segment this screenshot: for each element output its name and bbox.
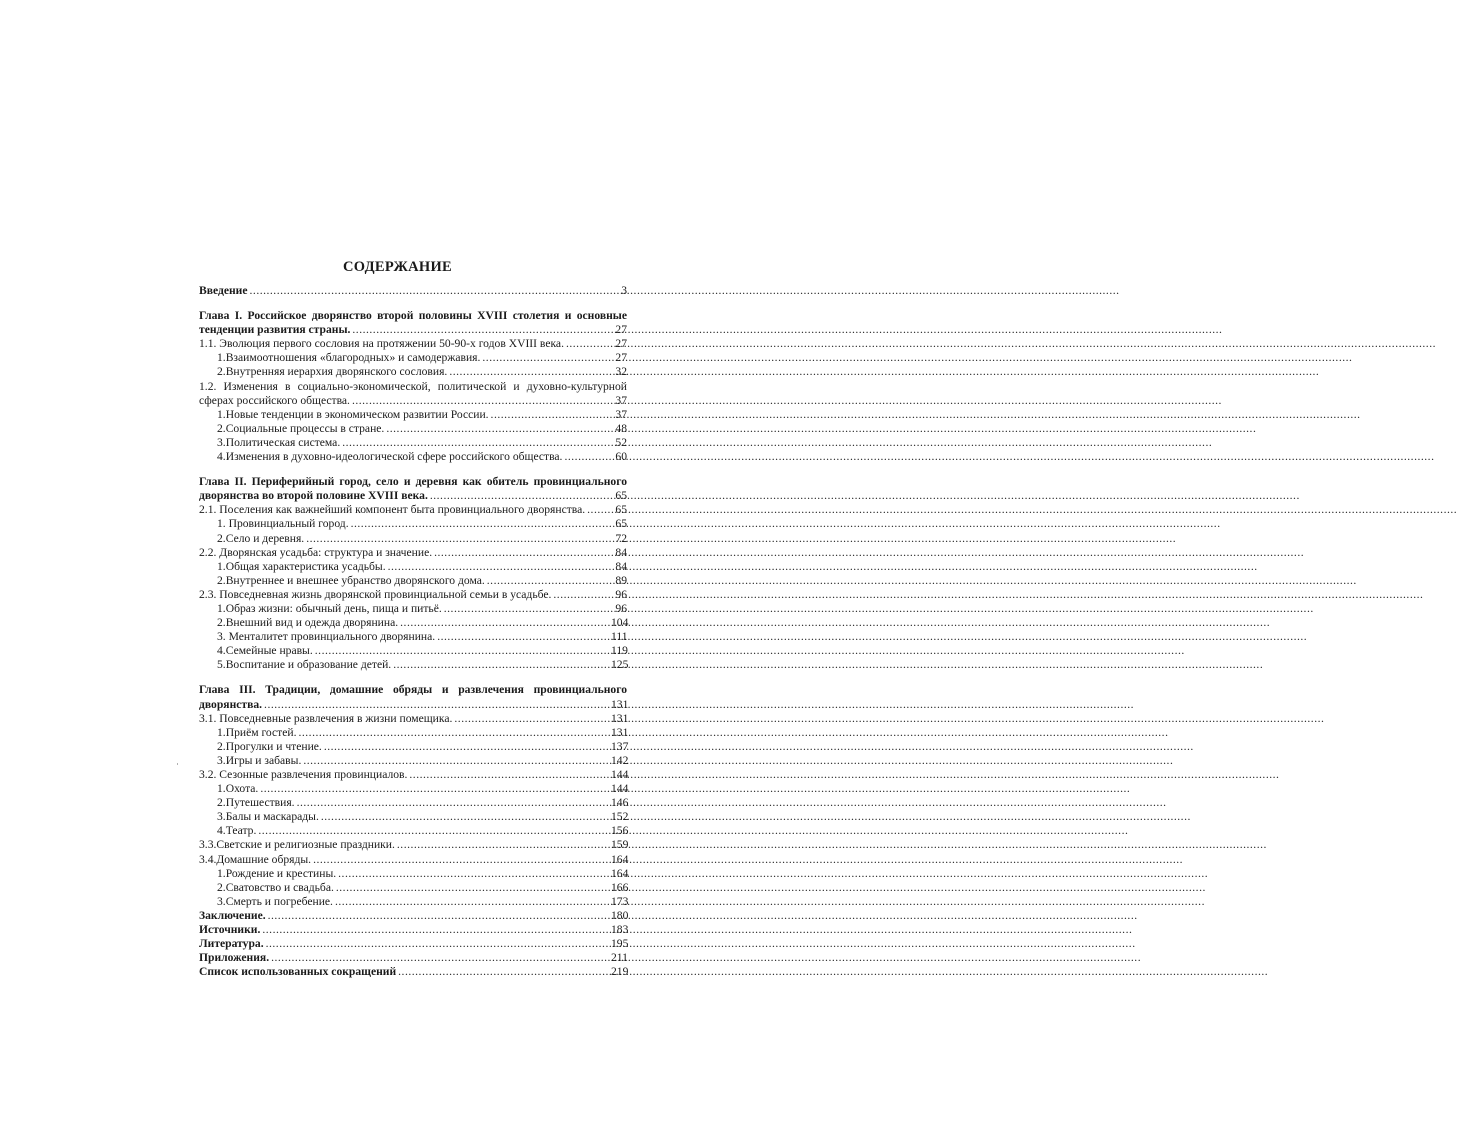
toc-entry <box>199 754 627 768</box>
toc-page-number: 65 <box>615 517 627 531</box>
toc-entry-title: 2.Внутреннее и внешнее убранство дворянского дома. <box>217 573 485 587</box>
toc-entry-title: 3.Политическая система. <box>217 435 341 449</box>
toc-entry-title: дворянства. <box>199 697 263 711</box>
toc-entry <box>199 895 627 909</box>
dot-leader <box>434 546 609 560</box>
toc-entry-title: 5.Воспитание и образование детей. <box>217 658 392 672</box>
toc-entry-row <box>199 337 627 351</box>
toc-entry <box>199 726 627 740</box>
toc-entry-title: 1.Образ жизни: обычный день, пища и питьё. <box>217 601 442 615</box>
toc-page-number: 137 <box>611 739 629 753</box>
toc-page-number: 131 <box>611 711 629 725</box>
toc-page-number: 72 <box>615 531 627 545</box>
toc-entry-title: 1.Общая характеристика усадьбы. <box>217 559 386 573</box>
toc-entry-row <box>199 489 627 503</box>
toc-page-number: 27 <box>615 337 627 351</box>
toc-page-number: 195 <box>611 937 629 951</box>
toc-entry-title: 3.3.Светские и религиозные праздники. <box>199 838 395 852</box>
toc-page-number: 183 <box>611 923 629 937</box>
dot-leader <box>258 824 609 838</box>
toc-entry <box>199 712 627 726</box>
dot-leader <box>313 853 609 867</box>
toc-entry <box>199 838 627 852</box>
dot-leader <box>449 365 609 379</box>
toc-entry-title: Литература. <box>199 937 264 951</box>
toc-entry-row <box>199 394 627 408</box>
toc-page-number: 89 <box>615 573 627 587</box>
toc-page-number: 52 <box>615 435 627 449</box>
toc-entry-row <box>217 726 627 740</box>
toc-entry-title: дворянства во второй половине XVIII века. <box>199 489 428 503</box>
dot-leader <box>315 644 609 658</box>
toc-entry-title: 1.Взаимоотношения «благородных» и самодержавия. <box>217 351 481 365</box>
toc-page-number: 164 <box>611 866 629 880</box>
toc-entry-row <box>199 503 627 517</box>
toc-entry <box>199 546 627 560</box>
toc-page-number: 152 <box>611 810 629 824</box>
toc-entry-title: 3.Игры и забавы. <box>217 753 302 767</box>
dot-leader <box>398 965 609 979</box>
toc-page-number: 125 <box>611 658 629 672</box>
dot-leader <box>335 895 609 909</box>
dot-leader <box>298 726 609 740</box>
toc-entry-row <box>199 768 627 782</box>
toc-entry-title: 3.2. Сезонные развлечения провинциалов. <box>199 768 408 781</box>
toc-entry-title: Приложения. <box>199 951 270 965</box>
toc-page-number: 119 <box>611 644 628 658</box>
toc-entry-row <box>217 450 627 464</box>
toc-entry-row <box>217 422 627 436</box>
toc-page-number: 219 <box>611 965 629 979</box>
toc-entry-row <box>199 951 627 965</box>
dot-leader <box>566 337 609 351</box>
dot-leader <box>266 937 609 951</box>
toc-entry <box>199 475 627 503</box>
dot-leader <box>352 394 609 408</box>
toc-page-number: 159 <box>611 838 629 852</box>
dot-leader <box>397 838 609 852</box>
toc-entry-row <box>217 351 627 365</box>
dot-leader <box>268 909 609 923</box>
toc-page-number: 166 <box>611 880 629 894</box>
toc-entry <box>199 853 627 867</box>
dot-leader <box>482 351 609 365</box>
toc-entry-title: 2.Внешний вид и одежда дворянина. <box>217 616 399 630</box>
toc-entry-title: 1.Приём гостей. <box>217 725 297 739</box>
toc-entry <box>199 810 627 824</box>
toc-entry-row <box>217 517 627 531</box>
toc-page-number: 180 <box>611 908 629 922</box>
dot-leader <box>564 450 609 464</box>
toc-entry <box>199 422 627 436</box>
toc-entry-row <box>217 658 627 672</box>
toc-entry-title: 2.3. Повседневная жизнь дворянской провинциальной семьи в усадьбе. <box>199 587 552 601</box>
dot-leader <box>306 532 609 546</box>
toc-entry-title-line: Глава II. Периферийный город, село и деревня как обитель провинциального <box>199 475 627 489</box>
toc-entry <box>199 824 627 838</box>
toc-entry-title: 3.1. Повседневные развлечения в жизни помещика. <box>199 711 453 725</box>
dot-leader <box>352 323 609 337</box>
toc-page-number: 37 <box>615 407 627 421</box>
toc-page-number: 144 <box>611 768 629 781</box>
dot-leader <box>553 588 609 602</box>
toc-page-number: 144 <box>611 782 629 796</box>
toc-entry <box>199 683 627 711</box>
dot-leader <box>587 503 609 517</box>
toc-page-number: 211 <box>611 951 628 965</box>
toc-entry-row <box>199 712 627 726</box>
dot-leader <box>321 810 609 824</box>
toc-page-number: 164 <box>611 852 629 866</box>
toc-page-number: 65 <box>615 503 627 517</box>
toc-page-number: 96 <box>615 587 627 601</box>
dot-leader <box>303 754 609 768</box>
toc-entry-title-line: Глава III. Традиции, домашние обряды и развлечения провинциального <box>199 683 627 697</box>
toc-entry-title: 1.1. Эволюция первого сословия на протяжении 50-90-х годов XVIII века. <box>199 337 564 351</box>
dot-leader <box>338 867 609 881</box>
dot-leader <box>260 782 609 796</box>
toc-page-number: 156 <box>611 824 629 838</box>
dot-leader <box>271 951 609 965</box>
dot-leader <box>297 796 609 810</box>
toc-entry-title: 4.Изменения в духовно-идеологической сфере российского общества. <box>217 450 563 464</box>
toc-entry-row <box>199 546 627 560</box>
toc-page-number: 131 <box>611 697 629 711</box>
toc-entry <box>199 588 627 602</box>
dot-leader <box>386 422 609 436</box>
toc-entry-row <box>217 602 627 616</box>
toc-entry <box>199 740 627 754</box>
toc-entry-row <box>199 284 627 298</box>
dot-leader <box>400 616 609 630</box>
toc-entry-row <box>199 698 627 712</box>
dot-leader <box>324 740 609 754</box>
toc-entry-row <box>217 867 627 881</box>
toc-entry-title: сферах российского общества. <box>199 393 350 407</box>
toc-entry-title: 2.Сватовство и свадьба. <box>217 880 334 894</box>
dot-leader <box>444 602 609 616</box>
toc-entry-title: 2.1. Поселения как важнейший компонент быта провинциального дворянства. <box>199 503 586 517</box>
dot-leader <box>437 630 609 644</box>
toc-entry <box>199 309 627 337</box>
toc-entry-title: 1.Рождение и крестины. <box>217 866 337 880</box>
toc-page-number: 27 <box>615 323 627 337</box>
toc-page-number: 96 <box>615 601 627 615</box>
toc-entry-title: 1.Новые тенденции в экономическом развитии России. <box>217 407 489 421</box>
toc-entry-row <box>217 782 627 796</box>
toc-entry <box>199 881 627 895</box>
toc-entry-title: 3.Смерть и погребение. <box>217 894 333 908</box>
toc-entry <box>199 644 627 658</box>
toc-entry-row <box>217 644 627 658</box>
toc-entry <box>199 923 627 937</box>
toc-entry-row <box>199 838 627 852</box>
dot-leader <box>430 489 609 503</box>
toc-entry-title: 2.Внутренняя иерархия дворянского сословия. <box>217 365 448 379</box>
toc-entry <box>199 768 627 782</box>
table-of-contents <box>199 284 627 979</box>
dot-leader <box>351 517 609 531</box>
toc-page-number: 104 <box>611 616 629 630</box>
toc-entry <box>199 351 627 365</box>
toc-entry <box>199 408 627 422</box>
toc-page-number: 60 <box>615 450 627 464</box>
toc-entry-row <box>217 740 627 754</box>
toc-entry <box>199 796 627 810</box>
toc-entry-row <box>217 881 627 895</box>
toc-entry-row <box>199 909 627 923</box>
toc-page-number: 173 <box>611 894 629 908</box>
toc-entry <box>199 284 627 298</box>
toc-entry-title-line: Глава I. Российское дворянство второй половины XVIII столетия и основные <box>199 309 627 323</box>
toc-entry <box>199 365 627 379</box>
dot-leader <box>454 712 609 726</box>
dot-leader <box>342 436 609 450</box>
toc-entry <box>199 867 627 881</box>
scan-speck <box>177 763 178 765</box>
toc-entry-row <box>217 436 627 450</box>
toc-entry-title: Список использованных сокращений <box>199 965 397 979</box>
dot-leader <box>388 560 609 574</box>
toc-entry-row <box>217 408 627 422</box>
toc-entry-title: 2.Путешествия. <box>217 796 295 810</box>
dot-leader <box>336 881 609 895</box>
toc-entry <box>199 782 627 796</box>
toc-entry-row <box>217 616 627 630</box>
toc-entry-title: Введение <box>199 284 248 297</box>
toc-entry <box>199 436 627 450</box>
toc-page-number: 111 <box>611 630 628 644</box>
toc-entry <box>199 965 627 979</box>
toc-entry-row <box>217 895 627 909</box>
dot-leader <box>487 574 609 588</box>
toc-entry-title: 2.Прогулки и чтение. <box>217 739 322 753</box>
toc-entry <box>199 337 627 351</box>
toc-entry-title: 3.Балы и маскарады. <box>217 810 319 824</box>
toc-page-number: 84 <box>615 559 627 573</box>
toc-entry-row <box>217 574 627 588</box>
toc-page-number: 65 <box>615 489 627 503</box>
toc-entry-title-line: 1.2. Изменения в социально-экономической, политической и духовно-культурной <box>199 379 627 393</box>
dot-leader <box>409 768 609 782</box>
toc-entry <box>199 503 627 517</box>
toc-entry-title: тенденции развития страны. <box>199 323 351 337</box>
toc-entry-row <box>217 796 627 810</box>
toc-entry-row <box>199 965 627 979</box>
toc-entry-row <box>199 853 627 867</box>
toc-entry <box>199 630 627 644</box>
toc-entry-title: 4.Семейные нравы. <box>217 644 313 658</box>
toc-entry <box>199 937 627 951</box>
toc-entry-title: 2.Село и деревня. <box>217 531 305 545</box>
page-title: СОДЕРЖАНИЕ <box>342 259 453 275</box>
dot-leader <box>393 658 609 672</box>
toc-entry <box>199 574 627 588</box>
toc-entry-row <box>217 532 627 546</box>
toc-page-number: 32 <box>615 365 627 379</box>
toc-page-number: 48 <box>615 421 627 435</box>
dot-leader <box>264 698 609 712</box>
toc-entry <box>199 450 627 464</box>
toc-entry <box>199 616 627 630</box>
toc-entry-row <box>199 323 627 337</box>
toc-entry-row <box>199 937 627 951</box>
toc-entry-row <box>217 824 627 838</box>
toc-page-number: 3 <box>621 284 627 297</box>
toc-entry-title: Заключение. <box>199 908 266 922</box>
toc-entry <box>199 909 627 923</box>
toc-entry <box>199 380 627 408</box>
toc-entry-row <box>217 560 627 574</box>
toc-entry-row <box>217 754 627 768</box>
toc-entry-title: 1.Охота. <box>217 782 259 796</box>
toc-page-number: 27 <box>615 351 627 365</box>
toc-page-number: 146 <box>611 796 629 810</box>
dot-leader <box>250 284 609 298</box>
toc-entry-title: 2.2. Дворянская усадьба: структура и значение. <box>199 545 433 559</box>
toc-entry <box>199 951 627 965</box>
toc-entry-row <box>199 588 627 602</box>
toc-entry <box>199 602 627 616</box>
toc-entry-title: 2.Социальные процессы в стране. <box>217 421 385 435</box>
toc-entry-row <box>217 365 627 379</box>
toc-entry-title: Источники. <box>199 923 261 937</box>
toc-page-number: 142 <box>611 753 629 767</box>
toc-entry-row <box>217 630 627 644</box>
dot-leader <box>262 923 609 937</box>
toc-page-number: 84 <box>615 545 627 559</box>
toc-page-number: 37 <box>615 393 627 407</box>
toc-entry-row <box>217 810 627 824</box>
toc-page-number: 131 <box>611 725 629 739</box>
toc-entry-row <box>199 923 627 937</box>
toc-entry-title: 1. Провинциальный город. <box>217 517 349 531</box>
dot-leader <box>491 408 609 422</box>
toc-entry-title: 3. Менталитет провинциального дворянина. <box>217 630 436 644</box>
toc-entry <box>199 560 627 574</box>
toc-entry <box>199 532 627 546</box>
toc-entry <box>199 658 627 672</box>
toc-entry <box>199 517 627 531</box>
toc-entry-title: 4.Театр. <box>217 824 257 838</box>
toc-entry-title: 3.4.Домашние обряды. <box>199 852 312 866</box>
